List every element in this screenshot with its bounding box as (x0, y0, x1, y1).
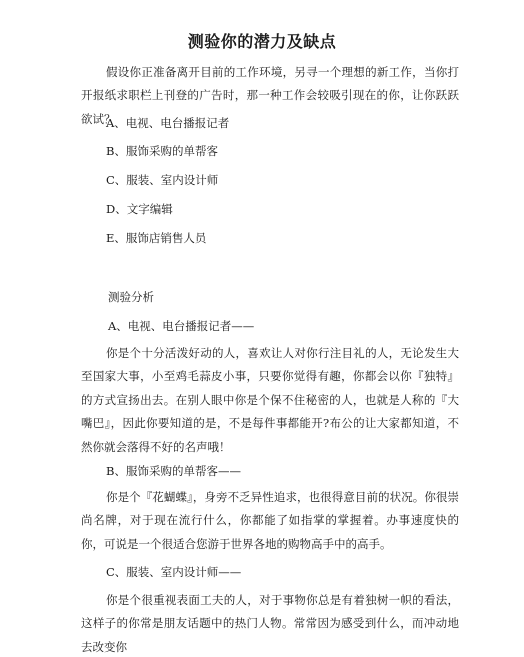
option-d: D、文字编辑 (106, 202, 173, 216)
section-c-heading: C、服装、室内设计师—— (106, 565, 242, 579)
section-a-body: 你是个十分活泼好动的人，喜欢让人对你行注目礼的人，无论发生大至国家大事，小至鸡毛蒜皮小事，只要你觉得有趣，你都会以你『独特』的方式宣扬出去。在别人眼中你是个保不住秘密的人，也就是人称的『大嘴巴』，因此你要知道的是，不是每件事都能开?布公的让大家都知道，不然你就会落得不好的名声哦！ (81, 346, 459, 454)
intro-paragraph: 假设你正准备离开目前的工作环境，另寻一个理想的新工作，当你打开报纸求职栏上刊登的广告时，那一种工作会较吸引现在的你，让你跃跃欲试？ (81, 65, 459, 126)
option-b: B、服饰采购的单帮客 (106, 144, 218, 158)
option-a: A、电视、电台播报记者 (106, 116, 230, 130)
option-e: E、服饰店销售人员 (106, 231, 207, 245)
section-b-body: 你是个『花蝴蝶』，身旁不乏异性追求，也很得意目前的状况。你很崇尚名牌，对于现在流行什么，你都能了如指掌的掌握着。办事速度快的你，可说是一个很适合您游于世界各地的购物高手中的高手。 (81, 490, 459, 551)
section-b-heading: B、服饰采购的单帮客—— (106, 464, 241, 478)
document-title: 测验你的潜力及缺点 (187, 32, 337, 51)
section-a-heading: A、电视、电台播报记者—— (108, 319, 255, 333)
section-c-body: 你是个很重视表面工夫的人，对于事物你总是有着独树一帜的看法，这样子的你常是朋友话题中的热门人物。常常因为感受到什么，而冲动地去改变你 (81, 593, 459, 654)
analysis-heading: 测验分析 (108, 290, 154, 304)
option-c: C、服装、室内设计师 (106, 173, 219, 187)
